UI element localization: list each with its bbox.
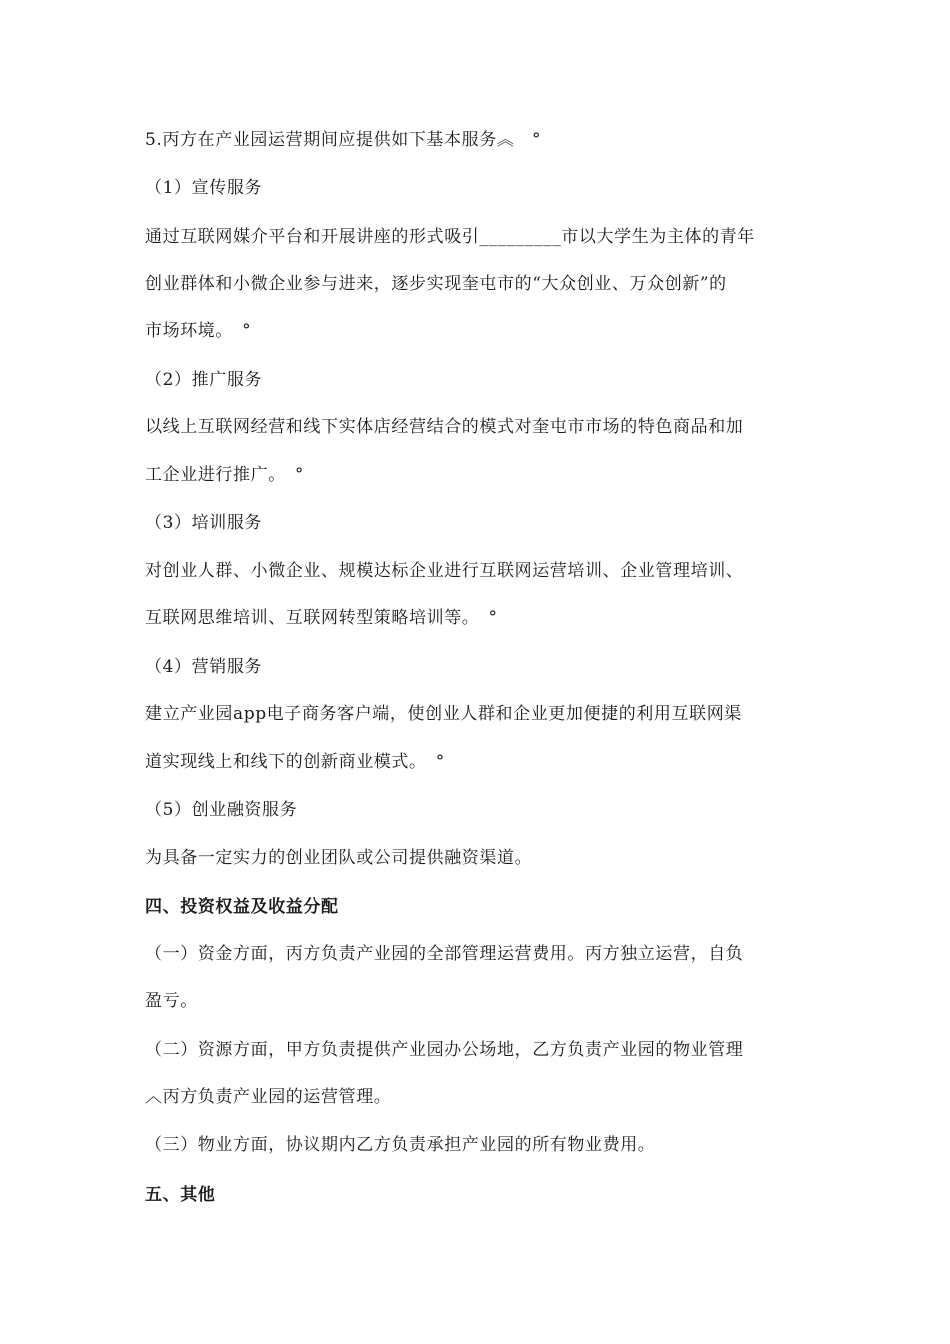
publicity-line-1: 通过互联网媒介平台和开展讲座的形式吸引_________市以大学生为主体的青年 <box>145 227 755 247</box>
publicity-line-2: 创业群体和小微企业参与进来，逐步实现奎屯市的“大众创业、万众创新”的 <box>145 274 727 294</box>
publicity-line-3: 市场环境。 ° <box>145 321 252 341</box>
training-line-2: 互联网思维培训、互联网转型策略培训等。 ° <box>145 608 498 628</box>
marketing-line-1: 建立产业园app电子商务客户端，使创业人群和企业更加便捷的利用互联网渠 <box>145 704 742 724</box>
property-line: （三）物业方面，协议期内乙方负责承担产业园的所有物业费用。 <box>145 1135 656 1155</box>
financing-line-1: 为具备一定实力的创业团队或公司提供融资渠道。 <box>145 848 533 868</box>
funds-line-1: （一）资金方面，丙方负责产业园的全部管理运营费用。丙方独立运营，自负 <box>145 944 744 964</box>
service-intro-line: 5.丙方在产业园运营期间应提供如下基本服务︽ ° <box>145 130 542 150</box>
promotion-line-1: 以线上互联网经营和线下实体店经营结合的模式对奎屯市市场的特色商品和加 <box>145 417 744 437</box>
training-heading: （3）培训服务 <box>145 513 263 533</box>
marketing-line-2: 道实现线上和线下的创新商业模式。 ° <box>145 752 445 772</box>
resources-line-2: ︿丙方负责产业园的运营管理。 <box>145 1087 392 1107</box>
resources-line-1: （二）资源方面，甲方负责提供产业园办公场地，乙方负责产业园的物业管理 <box>145 1040 744 1060</box>
section-four-heading: 四、投资权益及收益分配 <box>145 897 339 917</box>
training-line-1: 对创业人群、小微企业、规模达标企业进行互联网运营培训、企业管理培训、 <box>145 561 744 581</box>
publicity-heading: （1）宣传服务 <box>145 178 263 198</box>
financing-heading: （5）创业融资服务 <box>145 800 298 820</box>
section-five-heading: 五、其他 <box>145 1185 216 1205</box>
funds-line-2: 盈亏。 <box>145 991 198 1011</box>
marketing-heading: （4）营销服务 <box>145 657 263 677</box>
promotion-line-2: 工企业进行推广。 ° <box>145 465 304 485</box>
promotion-heading: （2）推广服务 <box>145 370 263 390</box>
